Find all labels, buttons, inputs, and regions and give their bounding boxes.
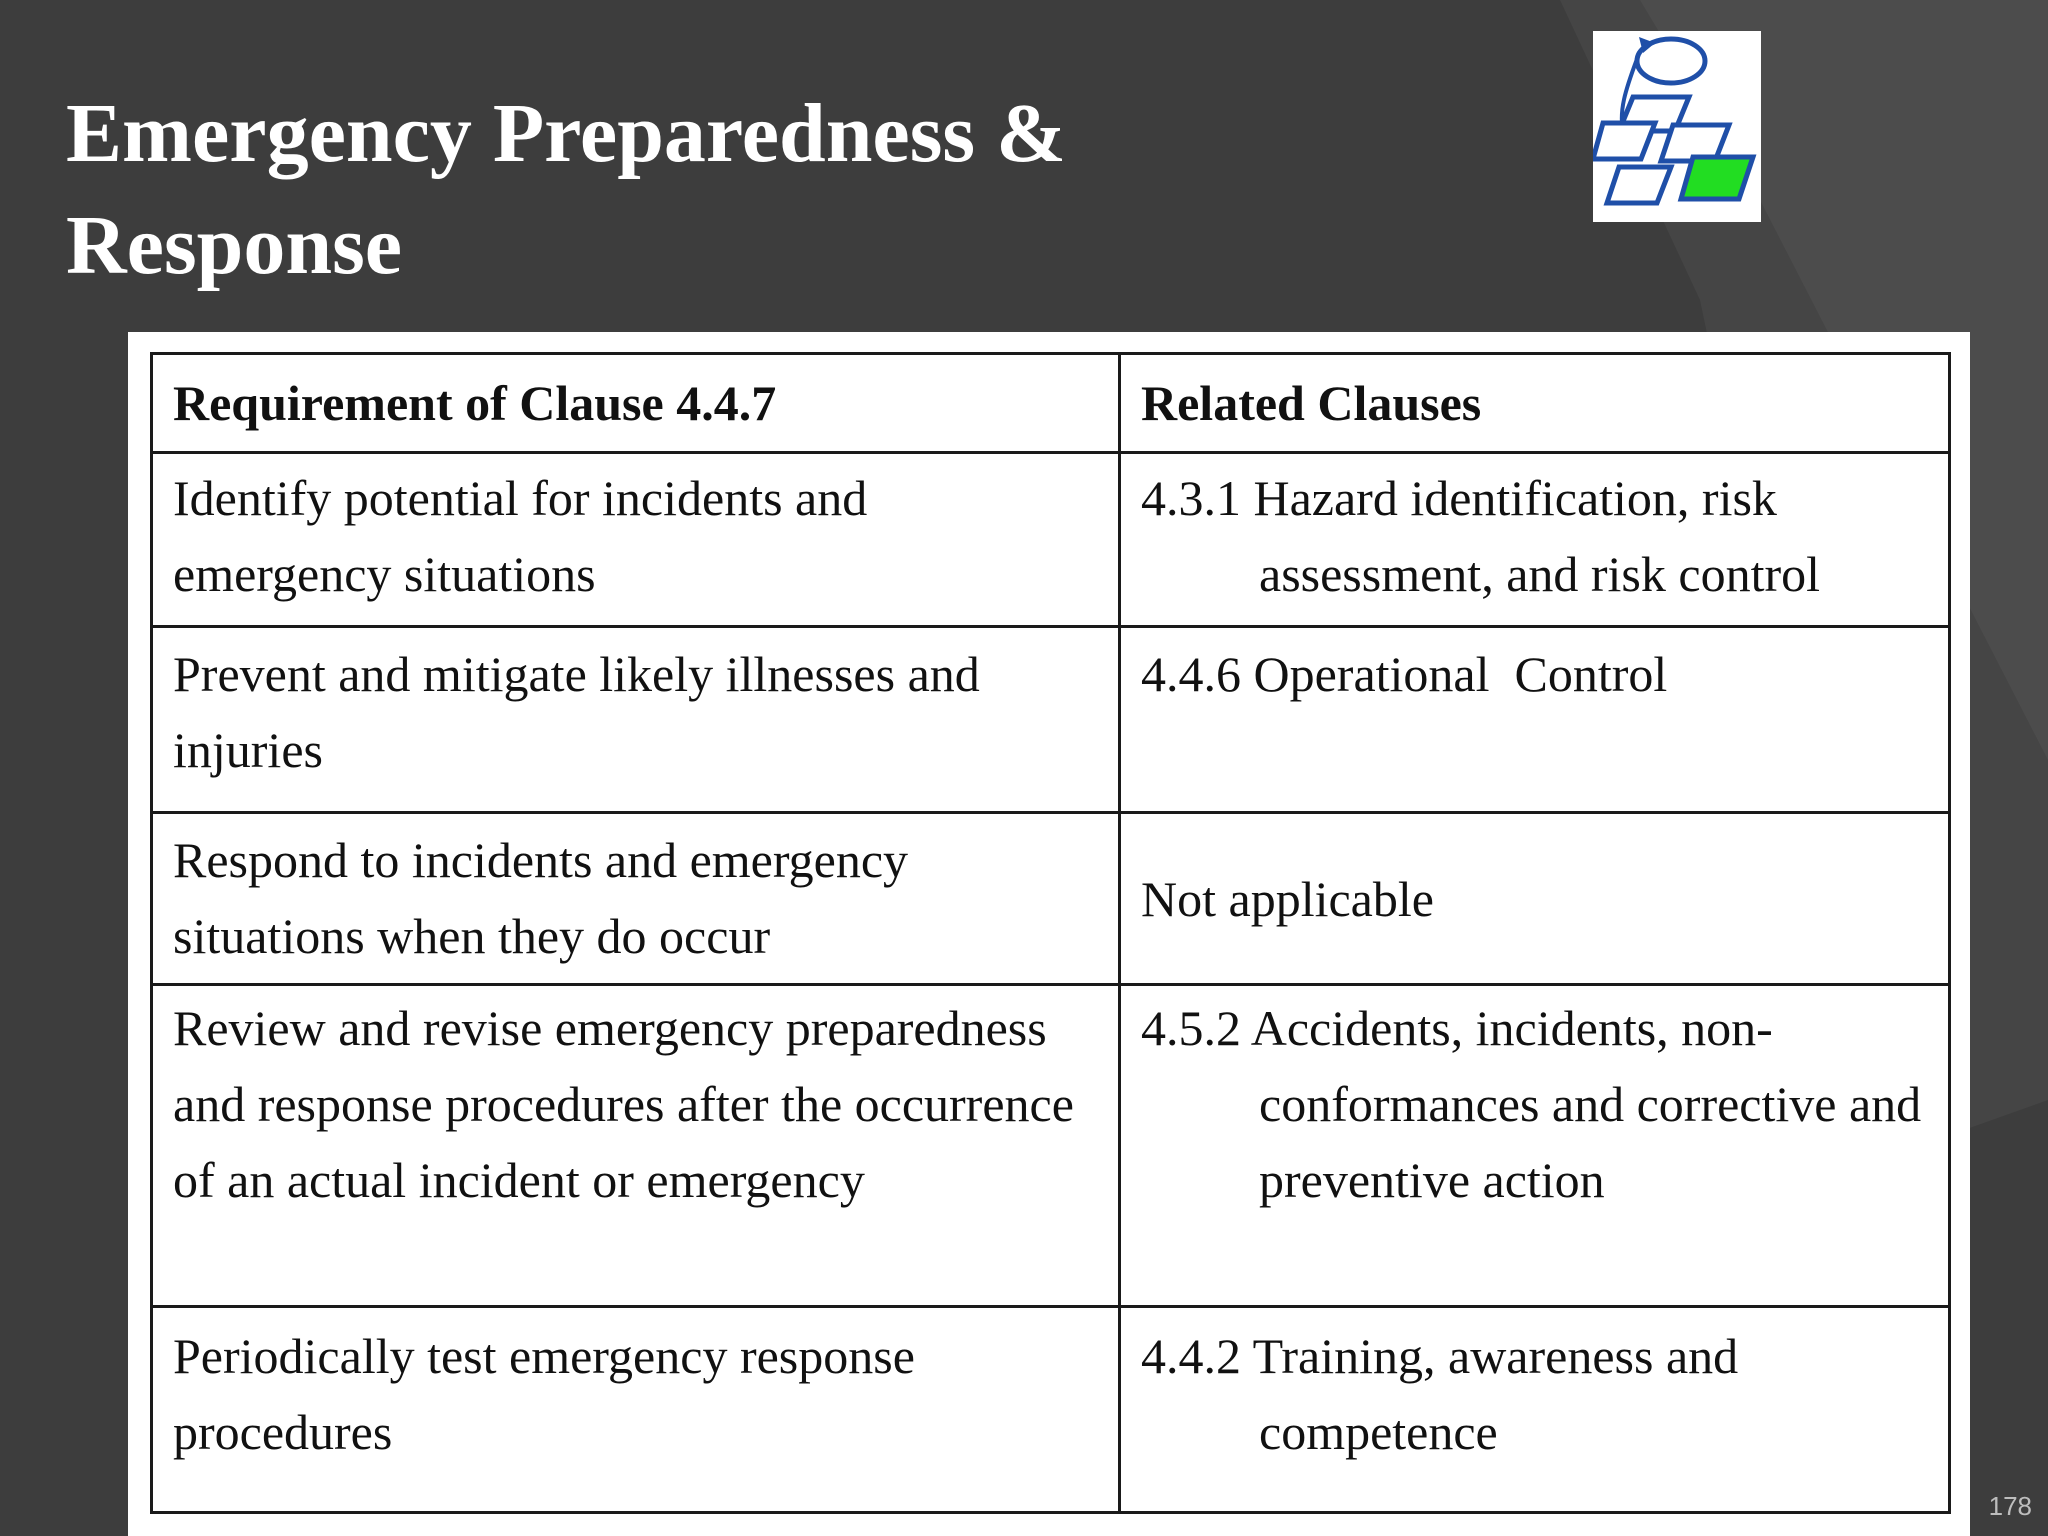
page-number: 178 <box>1988 1491 2032 1521</box>
requirement-cell: Prevent and mitigate likely illnesses and injuries <box>152 627 1120 813</box>
related-clause-text: 4.4.6 Operational Control <box>1141 646 1668 702</box>
table-header-row <box>152 354 1950 453</box>
requirement-cell: Periodically test emergency response procedures <box>152 1307 1120 1513</box>
header-related-clauses: Related Clauses <box>1120 354 1950 453</box>
related-clause-text: 4.3.1 Hazard identification, risk assessment, and risk control <box>1141 470 1821 602</box>
related-clause-cell <box>1120 1307 1950 1513</box>
requirement-cell: Review and revise emergency preparedness and response procedures after the occurrence of an actual incident or emergency <box>152 985 1120 1307</box>
table-row <box>152 985 1950 1307</box>
requirement-cell: Respond to incidents and emergency situations when they do occur <box>152 813 1120 985</box>
table-row <box>152 813 1950 985</box>
title-line-1: Emergency Preparedness & <box>66 87 1067 180</box>
table-row <box>152 627 1950 813</box>
table-row <box>152 1307 1950 1513</box>
related-clause-text: 4.4.2 Training, awareness and competence <box>1141 1328 1739 1460</box>
table-row <box>152 453 1950 627</box>
clause-table <box>150 352 1951 1514</box>
flowchart-logo-icon <box>1593 31 1761 222</box>
requirement-cell: Identify potential for incidents and emergency situations <box>152 453 1120 627</box>
header-requirement: Requirement of Clause 4.4.7 <box>152 354 1120 453</box>
clause-table-panel <box>128 332 1970 1536</box>
related-clause-text: 4.5.2 Accidents, incidents, non-conformances and corrective and preventive action <box>1141 1000 1922 1208</box>
related-clause-cell <box>1120 453 1950 627</box>
related-clause-cell: Not applicable <box>1120 813 1950 985</box>
related-clause-cell <box>1120 985 1950 1307</box>
slide-title <box>66 78 1366 302</box>
related-clause-cell <box>1120 627 1950 813</box>
title-line-2: Response <box>66 199 403 292</box>
